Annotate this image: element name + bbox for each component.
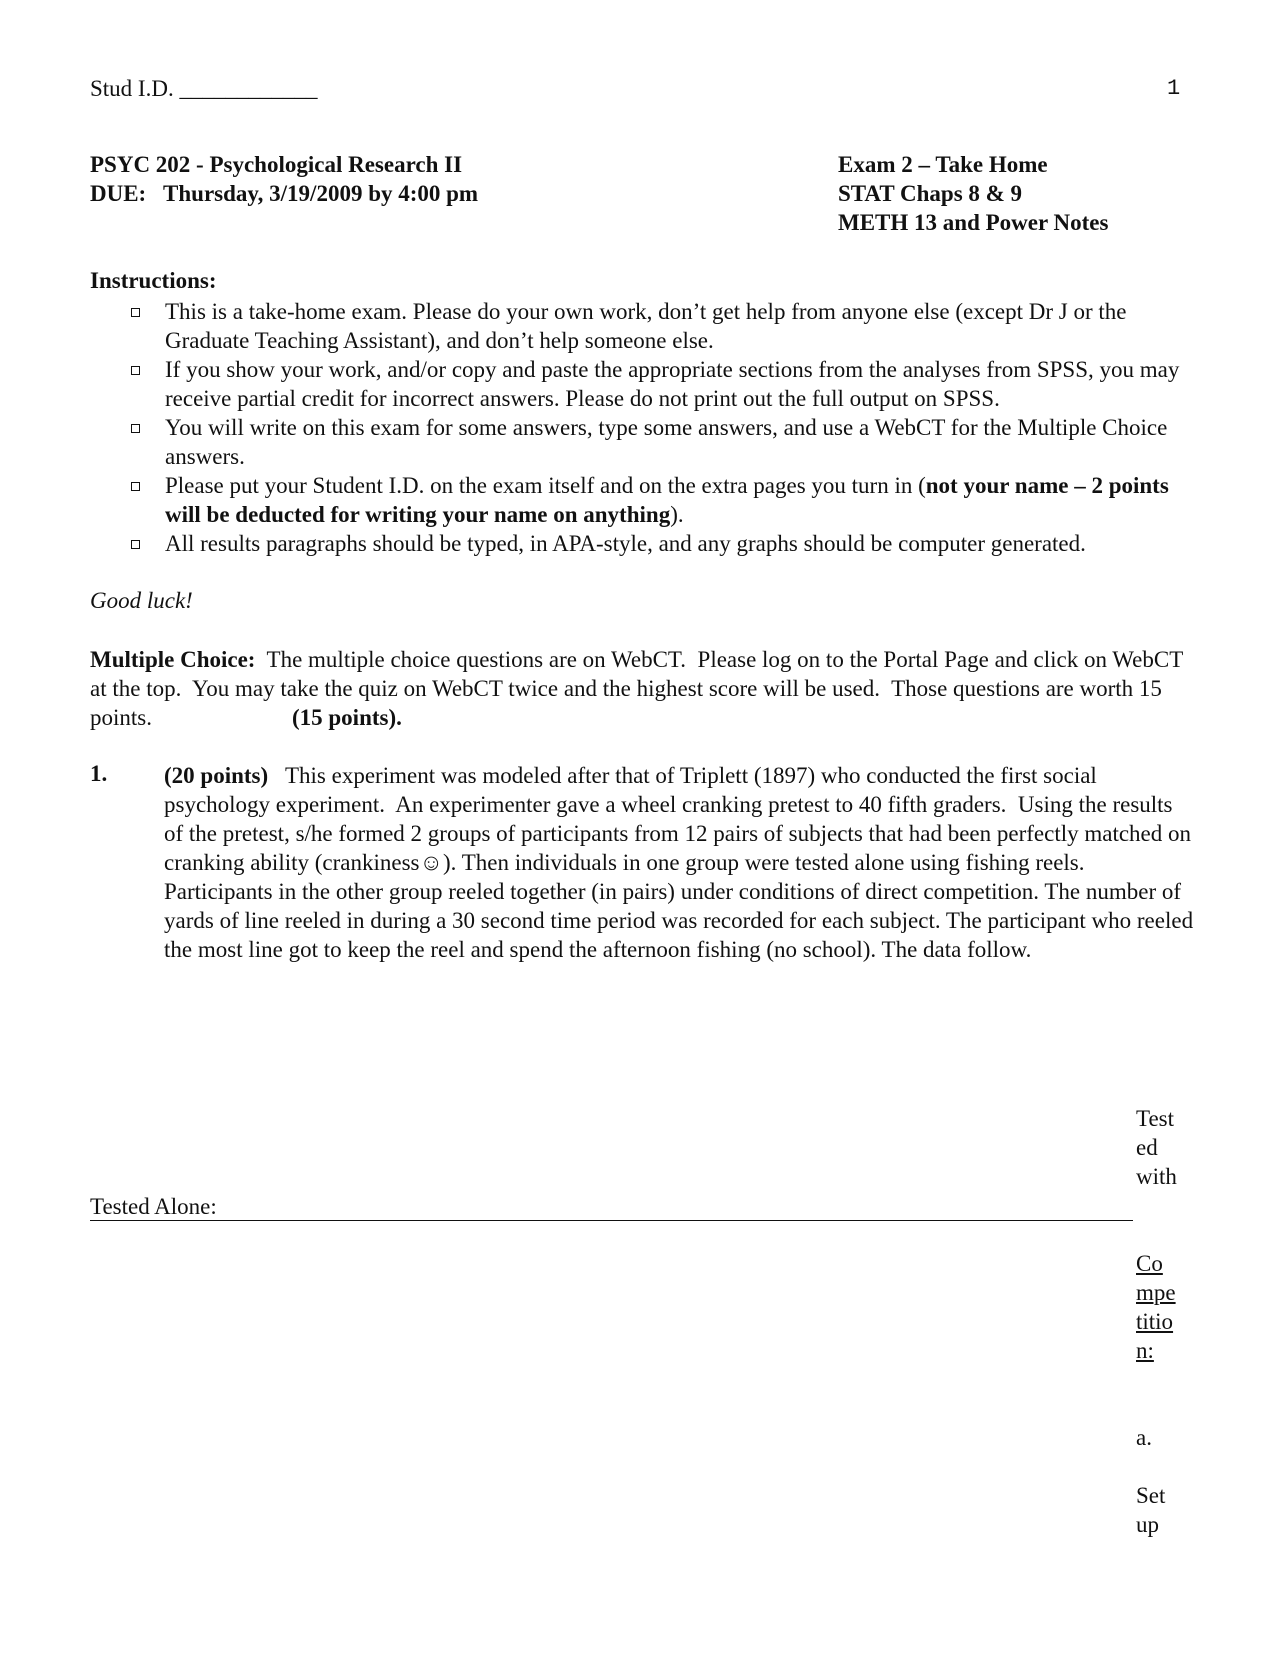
column-word: with xyxy=(1136,1164,1177,1189)
instruction-text-end: ). xyxy=(670,502,684,527)
tested-with-competition-column xyxy=(1136,1104,1186,1539)
question-points: (20 points) xyxy=(164,763,269,788)
multiple-choice-section xyxy=(90,645,1194,732)
exam-title: Exam 2 – Take Home xyxy=(838,152,1048,177)
instruction-item xyxy=(124,297,1194,355)
column-word: titio xyxy=(1136,1309,1174,1334)
multiple-choice-text: The multiple choice questions are on WebCT. Please log on to the Portal Page and click on WebCT at the top. You may take the quiz on WebCT twice and the highest score will be used. Those questions are worth 15 points. xyxy=(90,647,1189,730)
column-word: Set xyxy=(1136,1483,1166,1508)
checkbox-bullet-icon xyxy=(131,308,140,317)
page-number: 1 xyxy=(1167,76,1181,101)
meth-chapters: METH 13 and Power Notes xyxy=(838,210,1109,235)
checkbox-bullet-icon xyxy=(131,540,140,549)
column-word: n: xyxy=(1136,1338,1154,1363)
instruction-text: This is a take-home exam. Please do your own work, don’t get help from anyone else (except Dr J or the Graduate Teaching Assistant), and don’t help someone else. xyxy=(165,299,1127,353)
instruction-item xyxy=(124,471,1194,529)
instruction-text: All results paragraphs should be typed, in APA-style, and any graphs should be computer generated. xyxy=(165,531,1086,556)
instruction-item xyxy=(124,355,1194,413)
multiple-choice-label: Multiple Choice: xyxy=(90,647,256,672)
instruction-text: If you show your work, and/or copy and paste the appropriate sections from the analyses from SPSS, you may receive partial credit for incorrect answers. Please do not print out the full output on SPSS. xyxy=(165,357,1180,411)
instruction-item xyxy=(124,529,1194,558)
instruction-warning: not your name – 2 points will be deducted for writing your name on anything xyxy=(165,473,1169,527)
instructions-heading: Instructions: xyxy=(90,268,217,293)
due-date: DUE: Thursday, 3/19/2009 by 4:00 pm xyxy=(90,181,479,206)
good-luck-note: Good luck! xyxy=(90,588,193,613)
tested-alone-label: Tested Alone: xyxy=(90,1193,1133,1221)
instruction-text: You will write on this exam for some answers, type some answers, and use a WebCT for the Multiple Choice answers. xyxy=(165,415,1168,469)
checkbox-bullet-icon xyxy=(131,482,140,491)
column-word: ed xyxy=(1136,1135,1158,1160)
student-id-line: Stud I.D. ____________ xyxy=(90,76,318,101)
column-word: mpe xyxy=(1136,1280,1176,1305)
checkbox-bullet-icon xyxy=(131,424,140,433)
smiley-icon: ☺ xyxy=(419,850,443,875)
multiple-choice-points: (15 points). xyxy=(291,705,402,730)
stat-chapters: STAT Chaps 8 & 9 xyxy=(838,181,1023,206)
question-number: 1. xyxy=(90,761,108,786)
question-body-end: ). Then individuals in one group were tested alone using fishing reels. Participants in the other group reeled together (in pairs) under conditions of direct competition. The number of yards of line reeled in during a 30 second time period was recorded for each subject. The participant who reeled the most line got to keep the reel and spend the afternoon fishing (no school). The data follow. xyxy=(164,850,1194,962)
instruction-text: Please put your Student I.D. on the exam itself and on the extra pages you turn in ( xyxy=(165,473,926,498)
column-word: Test xyxy=(1136,1106,1174,1131)
part-a-label: a. xyxy=(1136,1425,1152,1450)
column-spacer xyxy=(1136,1365,1186,1423)
instructions-list xyxy=(124,297,1194,558)
column-spacer xyxy=(1136,1191,1186,1220)
column-spacer xyxy=(1136,1220,1186,1249)
instruction-item xyxy=(124,413,1194,471)
course-title: PSYC 202 - Psychological Research II xyxy=(90,152,463,177)
question-body-start: This experiment was modeled after that of Triplett (1897) who conducted the first social psychology experiment. An experimenter gave a wheel cranking pretest to 40 fifth graders. Using the results of the pretest, s/he formed 2 groups of participants from 12 pairs of subjects that had been perfectly matched on cranking ability (crankiness xyxy=(164,763,1197,875)
column-word: Co xyxy=(1136,1251,1163,1276)
column-word: up xyxy=(1136,1512,1159,1537)
question-1-text xyxy=(164,761,1197,964)
column-spacer xyxy=(1136,1452,1186,1481)
checkbox-bullet-icon xyxy=(131,366,140,375)
